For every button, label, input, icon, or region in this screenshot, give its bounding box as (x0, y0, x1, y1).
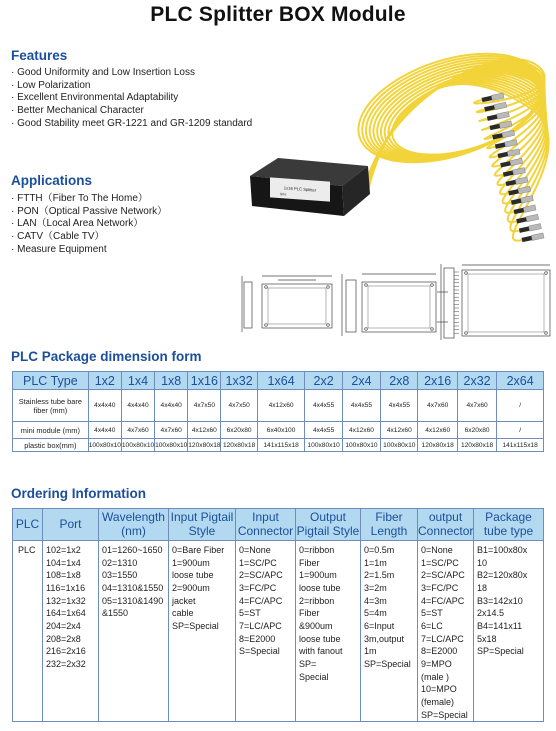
package-cell: 141x115x18 (497, 439, 544, 452)
ordering-option: 02=1310 (102, 557, 138, 568)
package-cell: 4x4x40 (88, 390, 121, 422)
ordering-option: 3=2m (364, 582, 387, 593)
ordering-option: SP=Special (421, 709, 468, 720)
ordering-option: 0=ribbon (299, 545, 335, 555)
ordering-option: 8=E2000 (421, 646, 458, 657)
ordering-option: 10=MPO (421, 684, 457, 695)
ordering-option: 0=None (421, 545, 453, 555)
ordering-option: PLC (18, 545, 36, 555)
ordering-option: 5=ST (239, 608, 261, 619)
ordering-option: 0=None (239, 545, 271, 555)
ordering-option: 9=MPO (421, 658, 452, 669)
package-cell: 100x80x10 (381, 439, 418, 452)
ordering-option: 102=1x2 (46, 545, 81, 555)
feature-item: · Good Stability meet GR-1221 and GR-1209 standard (11, 117, 253, 129)
package-cell: / (497, 422, 544, 439)
package-header-cell: 1x4 (121, 372, 154, 390)
package-cell: 120x80x18 (188, 439, 221, 452)
package-table-header (13, 372, 544, 390)
package-cell: 100x80x10 (342, 439, 380, 452)
feature-item: · Better Mechanical Character (11, 105, 144, 117)
ordering-option: 3=FC/PC (421, 582, 459, 593)
feature-item: · Excellent Environmental Adaptability (11, 92, 179, 104)
ordering-option: 1=1m (364, 557, 387, 568)
application-item: · PON（Optical Passive Network） (11, 205, 168, 217)
ordering-option: 3=FC/PC (239, 582, 277, 593)
ordering-option: loose tube (172, 570, 214, 581)
package-cell: 4x7x60 (457, 390, 496, 422)
ordering-option: 0=Bare Fiber (172, 545, 225, 555)
ordering-option: 2=ribbon (299, 595, 335, 606)
ordering-option: 1=SC/PC (239, 557, 277, 568)
ordering-option: 232=2x32 (46, 658, 86, 669)
ordering-column-cell (169, 541, 236, 722)
ordering-option: B1=100x80x (477, 545, 528, 555)
package-header-cell: 1x32 (221, 372, 257, 390)
package-cell: 100x80x10 (121, 439, 154, 452)
package-cell: 120x80x18 (221, 439, 257, 452)
package-table-row (13, 439, 544, 452)
splitter-box (250, 158, 370, 216)
ordering-option: (male ) (421, 671, 450, 682)
ordering-option: B2=120x80x (477, 570, 528, 581)
ordering-column-cell (236, 541, 296, 722)
ordering-option: cable (172, 608, 194, 619)
box-label-title: 1x16 PLC Splitter (283, 185, 317, 193)
ordering-option: 2=900um (172, 582, 210, 593)
package-cell: 100x80x10 (88, 439, 121, 452)
package-table-row (13, 390, 544, 422)
ordering-option: 4=FC/APC (421, 595, 465, 606)
ordering-option: 108=1x8 (46, 570, 81, 581)
ordering-option: SP=Special (477, 646, 524, 657)
ordering-option: &1550 (102, 608, 129, 619)
ordering-header-cell: Fiber Length (361, 509, 418, 541)
ordering-heading: Ordering Information (11, 486, 146, 501)
ordering-option: 1=SC/PC (421, 557, 459, 568)
package-header-cell: 1x16 (188, 372, 221, 390)
ordering-header-cell: Package tube type (474, 509, 544, 541)
ordering-option: 1=900um (299, 570, 337, 581)
ordering-option: 2=1.5m (364, 570, 395, 581)
package-header-cell: 2x64 (497, 372, 544, 390)
ordering-option: 3m,output (364, 633, 405, 644)
package-cell: 4x7x50 (188, 390, 221, 422)
package-cell: 100x80x10 (155, 439, 188, 452)
ordering-table (12, 508, 544, 722)
ordering-option: SP=Special (364, 658, 411, 669)
ordering-option: SP=Special (172, 620, 219, 631)
ordering-option: 2x14.5 (477, 608, 505, 619)
package-row-label: plastic box(mm) (13, 439, 89, 452)
package-header-cell: 2x32 (457, 372, 496, 390)
ordering-column-cell (296, 541, 361, 722)
ordering-option: jacket (172, 595, 196, 606)
ordering-table-row (13, 541, 544, 722)
ordering-option: 04=1310&1550 (102, 582, 164, 593)
package-cell: 4x12x60 (418, 422, 457, 439)
ordering-header-cell: Input Connector (236, 509, 296, 541)
ordering-option: Fiber (299, 557, 320, 568)
ordering-column-cell (99, 541, 169, 722)
ordering-option: 204=2x4 (46, 620, 81, 631)
package-cell: 120x80x18 (457, 439, 496, 452)
ordering-option: B3=142x10 (477, 595, 523, 606)
application-item: · LAN（Local Area Network） (11, 218, 144, 230)
ordering-option: 1m (364, 646, 377, 657)
feature-item: · Low Polarization (11, 79, 91, 91)
package-cell: 4x4x40 (121, 390, 154, 422)
package-cell: 4x4x55 (381, 390, 418, 422)
package-cell: 4x4x55 (305, 422, 342, 439)
package-cell: 4x12x60 (257, 390, 305, 422)
package-cell: 4x4x55 (305, 390, 342, 422)
ordering-option: Fiber (299, 608, 320, 619)
package-cell: / (497, 390, 544, 422)
ordering-option: 4=3m (364, 595, 387, 606)
ordering-option: 5=4m (364, 608, 387, 619)
features-heading: Features (11, 48, 68, 63)
package-cell: 6x40x100 (257, 422, 305, 439)
package-cell: 4x4x40 (88, 422, 121, 439)
box-label-serial: S/N: (280, 192, 287, 197)
ordering-option: 05=1310&1490 (102, 595, 164, 606)
package-cell: 120x80x18 (418, 439, 457, 452)
ordering-column-cell (361, 541, 418, 722)
ordering-option: 0=0.5m (364, 545, 395, 555)
ordering-option: 2=SC/APC (239, 570, 283, 581)
package-header-cell: 1x2 (88, 372, 121, 390)
product-photo (250, 48, 556, 256)
ordering-option: SP= (299, 658, 317, 669)
ordering-option: 5x18 (477, 633, 497, 644)
ordering-option: 18 (477, 582, 488, 593)
ordering-column-cell (474, 541, 544, 722)
package-cell: 141x115x18 (257, 439, 305, 452)
package-cell: 4x12x60 (381, 422, 418, 439)
package-header-cell: 1x64 (257, 372, 305, 390)
application-item: · FTTH（Fiber To The Home） (11, 193, 148, 204)
ordering-option: 6=Input (364, 620, 395, 631)
ordering-option: &900um (299, 620, 333, 631)
package-cell: 100x80x10 (305, 439, 342, 452)
ordering-option: 116=1x16 (46, 582, 86, 593)
package-cell: 6x20x80 (221, 422, 257, 439)
package-cell: 4x7x60 (418, 390, 457, 422)
package-cell: 4x4x55 (342, 390, 380, 422)
ordering-option: 10 (477, 557, 488, 568)
ordering-option: 01=1260~1650 (102, 545, 163, 555)
ordering-option: 104=1x4 (46, 557, 81, 568)
package-dimension-table (12, 371, 544, 452)
package-cell: 4x7x50 (221, 390, 257, 422)
ordering-column-cell (43, 541, 99, 722)
package-table-row (13, 422, 544, 439)
ordering-option: 8=E2000 (239, 633, 276, 644)
package-cell: 4x7x60 (155, 422, 188, 439)
package-cell: 4x12x60 (188, 422, 221, 439)
ordering-header-cell: Wavelength (nm) (99, 509, 169, 541)
ordering-option: B4=141x11 (477, 620, 523, 631)
package-cell: 6x20x80 (457, 422, 496, 439)
ordering-option: 2=SC/APC (421, 570, 465, 581)
applications-list (11, 193, 167, 257)
ordering-table-header (13, 509, 544, 541)
package-header-type: PLC Type (13, 372, 89, 390)
ordering-header-cell: Input Pigtail Style (169, 509, 236, 541)
ordering-option: 1=900um (172, 557, 210, 568)
package-table-heading: PLC Package dimension form (11, 349, 202, 364)
ordering-column-cell (13, 541, 43, 722)
application-item: · Measure Equipment (11, 243, 107, 255)
ordering-header-cell: output Connector (418, 509, 474, 541)
ordering-header-cell: PLC (13, 509, 43, 541)
ordering-column-cell (418, 541, 474, 722)
ordering-option: 7=LC/APC (239, 620, 282, 631)
ordering-option: 164=1x64 (46, 608, 86, 619)
package-cell: 4x7x60 (121, 422, 154, 439)
ordering-option: 208=2x8 (46, 633, 81, 644)
package-header-cell: 2x16 (418, 372, 457, 390)
ordering-option: 6=LC (421, 620, 443, 631)
ordering-option: 4=FC/APC (239, 595, 283, 606)
ordering-option: 7=LC/APC (421, 633, 464, 644)
package-cell: 4x12x60 (342, 422, 380, 439)
ordering-option: loose tube (299, 633, 341, 644)
ordering-option: S=Special (239, 646, 280, 657)
page-title: PLC Splitter BOX Module (150, 3, 406, 26)
ordering-header-cell: Port (43, 509, 99, 541)
features-list (11, 67, 252, 131)
ordering-option: 132=1x32 (46, 595, 86, 606)
ordering-option: 5=ST (421, 608, 443, 619)
feature-item: · Good Uniformity and Low Insertion Loss (11, 67, 195, 78)
package-header-cell: 2x2 (305, 372, 342, 390)
ordering-header-cell: Output Pigtail Style (296, 509, 361, 541)
applications-heading: Applications (11, 173, 93, 188)
package-header-cell: 2x8 (381, 372, 418, 390)
package-row-label: Stainless tube bare fiber (mm) (13, 390, 89, 422)
application-item: · CATV（Cable TV） (11, 231, 105, 243)
package-row-label: mini module (mm) (13, 422, 89, 439)
package-cell: 4x4x40 (155, 390, 188, 422)
ordering-option: Special (299, 671, 329, 682)
package-header-cell: 1x8 (155, 372, 188, 390)
dimension-drawings (238, 262, 556, 344)
ordering-option: (female) (421, 696, 455, 707)
ordering-option: loose tube (299, 582, 341, 593)
ordering-option: with fanout (299, 646, 343, 657)
package-header-cell: 2x4 (342, 372, 380, 390)
ordering-option: 216=2x16 (46, 646, 86, 657)
ordering-option: 03=1550 (102, 570, 138, 581)
